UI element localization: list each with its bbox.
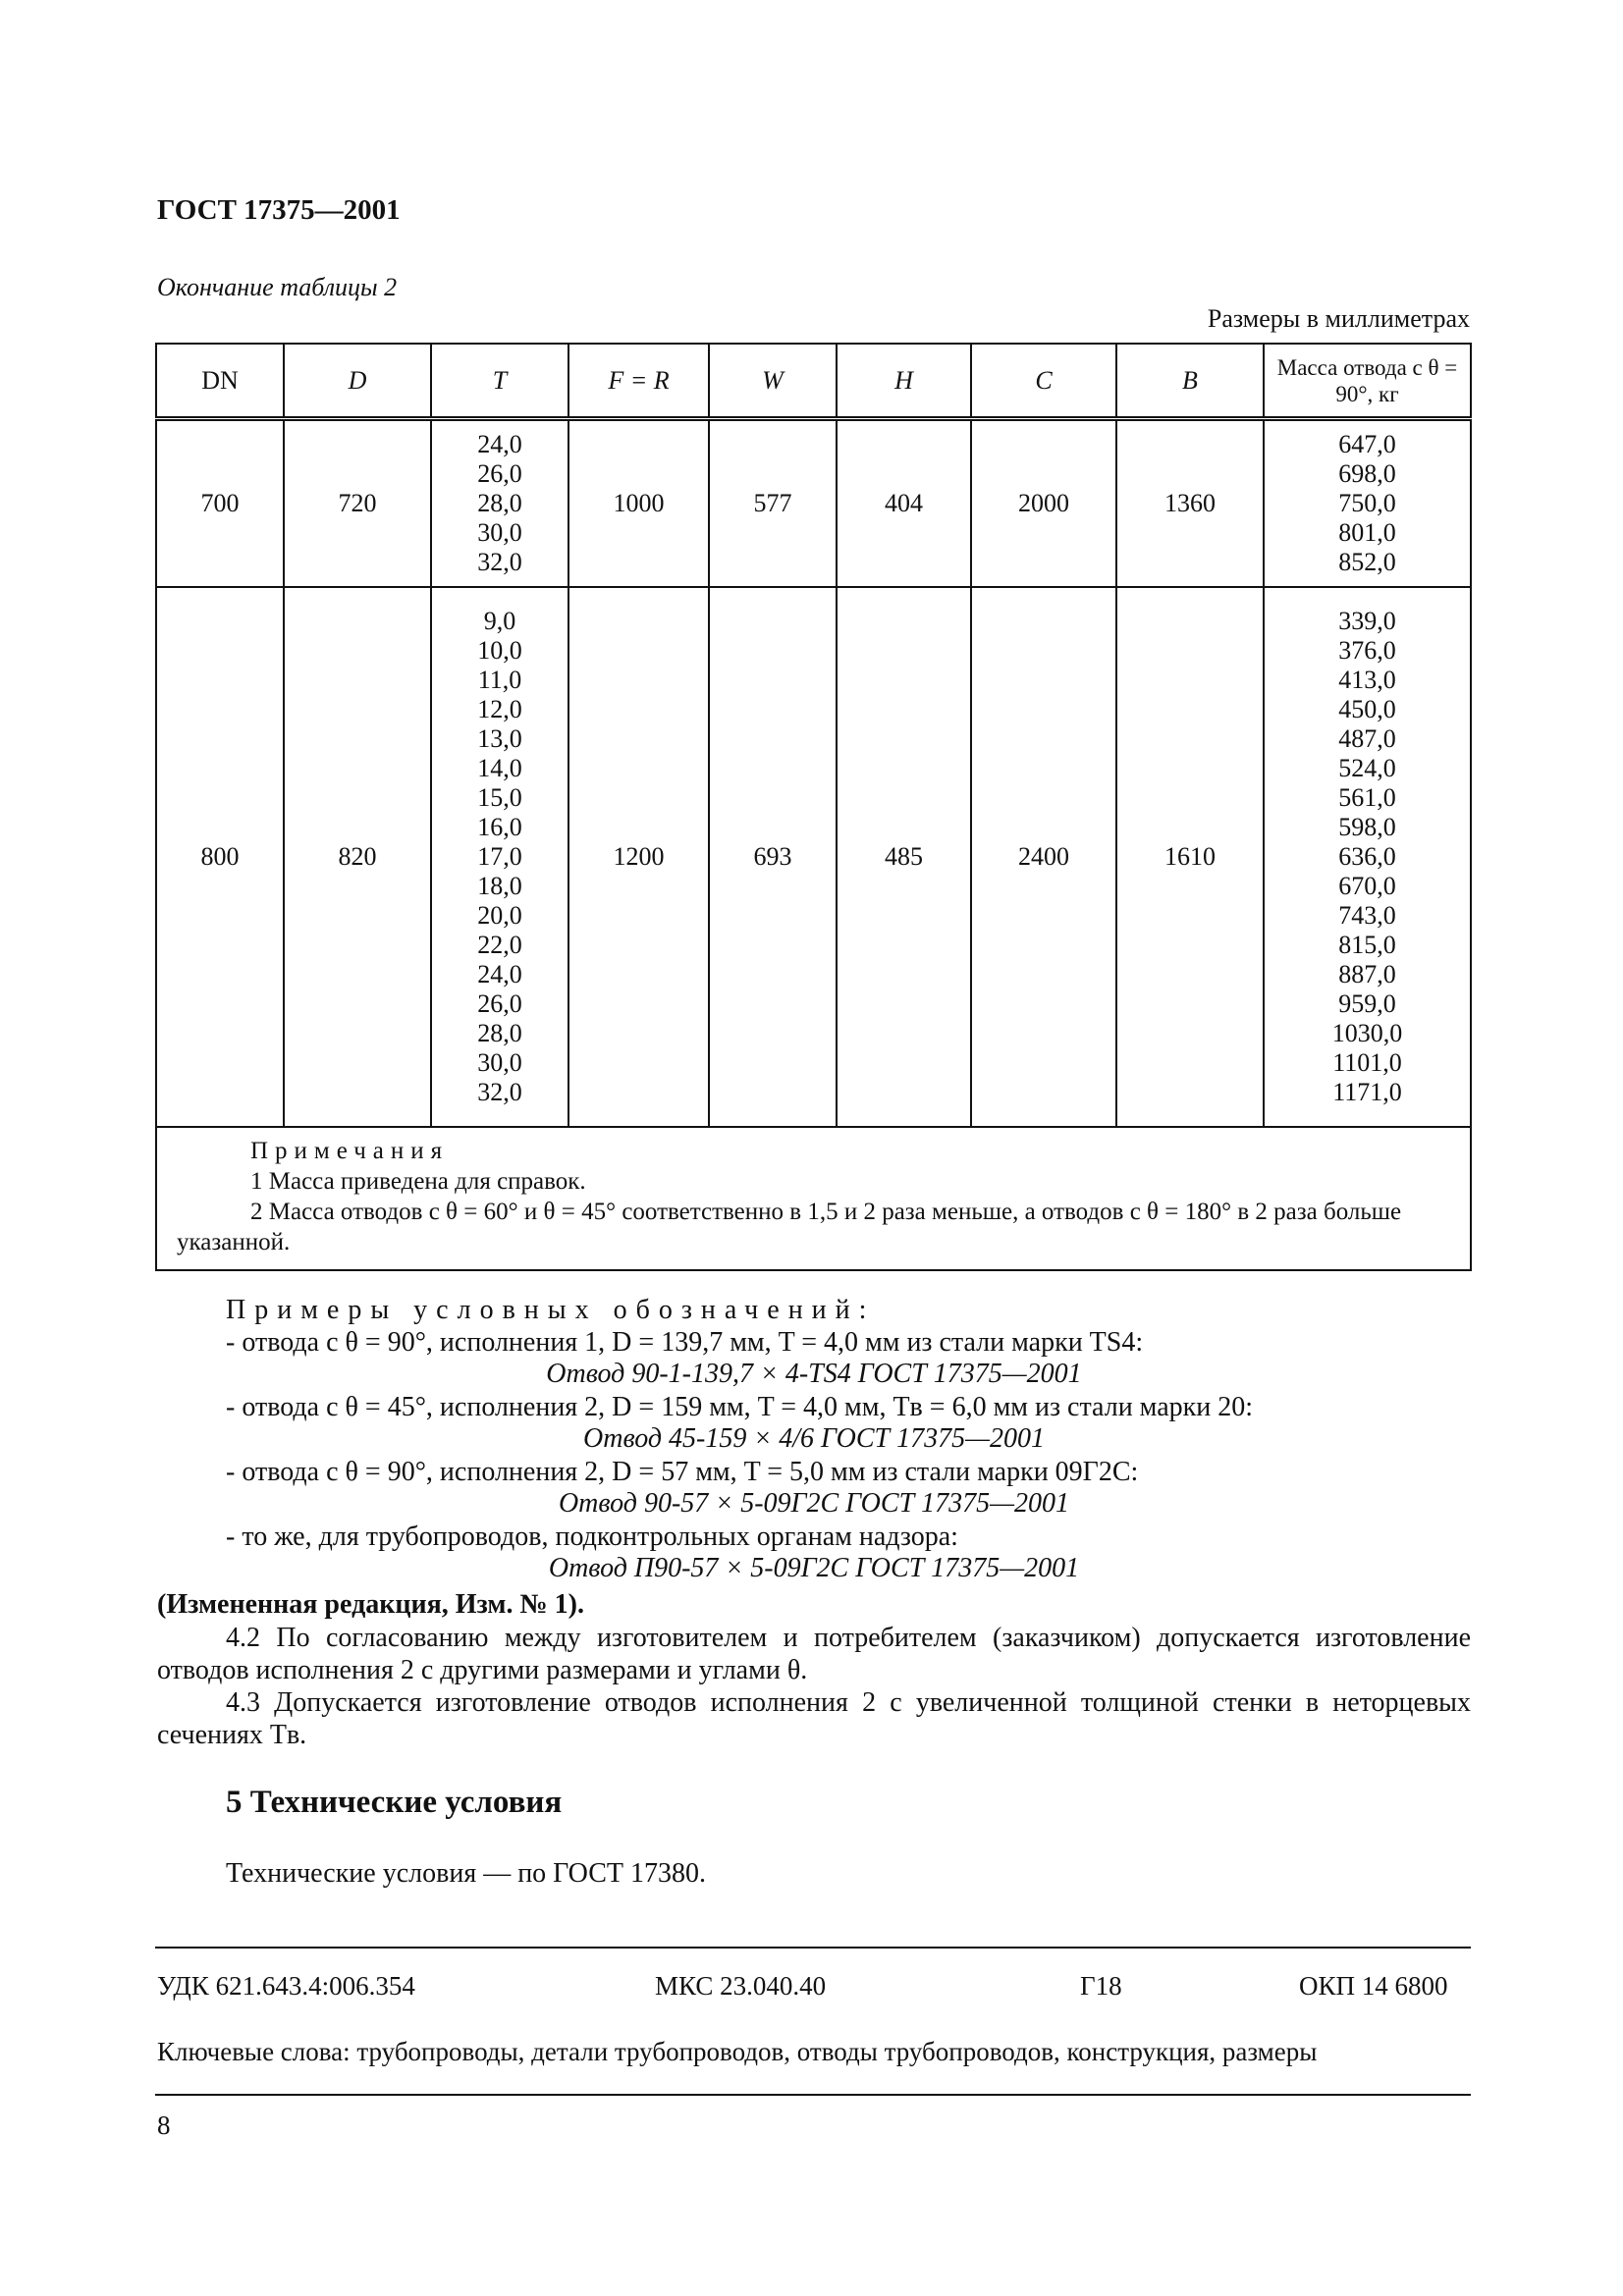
t-values: 9,0 10,0 11,0 12,0 13,0 14,0 15,0 16,0 17,0 18,0 20,0 22,0 24,0 26,0 28,0 30,0 32,0 bbox=[477, 607, 522, 1106]
table-notes-row bbox=[156, 1127, 1471, 1270]
example-2-text: - отвода с θ = 45°, исполнения 2, D = 159 мм, T = 4,0 мм, Tв = 6,0 мм из стали марки 20: bbox=[226, 1392, 1254, 1422]
cell-dn: 800 bbox=[156, 587, 284, 1127]
section-5-heading: 5 Технические условия bbox=[226, 1785, 563, 1820]
udk-code: УДК 621.643.4:006.354 bbox=[157, 1971, 415, 2001]
paragraph-4-2: 4.2 По согласованию между изготовителем и потребителем (заказчиком) допускается изготовление отводов исполнения 2 с другими размерами и углами θ. bbox=[157, 1623, 1471, 1685]
table-header-row bbox=[156, 344, 1471, 419]
cell-fr: 1000 bbox=[568, 419, 709, 588]
section-5-text: Технические условия — по ГОСТ 17380. bbox=[226, 1858, 707, 1889]
keywords: Ключевые слова: трубопроводы, детали трубопроводов, отводы трубопроводов, конструкция, размеры bbox=[157, 2037, 1318, 2066]
example-3-designation: Отвод 90-57 × 5-09Г2С ГОСТ 17375—2001 bbox=[558, 1488, 1070, 1519]
example-4-text: - то же, для трубопроводов, подконтрольных органам надзора: bbox=[226, 1522, 958, 1552]
col-header-h: H bbox=[837, 344, 971, 419]
table-units: Размеры в миллиметрах bbox=[1207, 304, 1470, 333]
examples-title: Примеры условных обозначений: bbox=[226, 1295, 876, 1325]
footer-top-rule bbox=[155, 1947, 1471, 1949]
table-notes bbox=[156, 1127, 1471, 1270]
cell-d: 820 bbox=[284, 587, 431, 1127]
mass-values: 647,0 698,0 750,0 801,0 852,0 bbox=[1338, 430, 1396, 576]
notes-title: Примечания bbox=[250, 1138, 450, 1164]
cell-w: 577 bbox=[709, 419, 837, 588]
cell-c: 2400 bbox=[971, 587, 1116, 1127]
cell-h: 485 bbox=[837, 587, 971, 1127]
mks-code: МКС 23.040.40 bbox=[655, 1971, 827, 2001]
page-number: 8 bbox=[157, 2110, 171, 2140]
cell-t-list bbox=[431, 587, 568, 1127]
note-1: 1 Масса приведена для справок. bbox=[250, 1168, 586, 1195]
cell-mass-list bbox=[1264, 587, 1471, 1127]
col-header-d: D bbox=[284, 344, 431, 419]
example-1-text: - отвода с θ = 90°, исполнения 1, D = 139,7 мм, T = 4,0 мм из стали марки TS4: bbox=[226, 1327, 1144, 1358]
col-header-fr: F = R bbox=[568, 344, 709, 419]
cell-fr: 1200 bbox=[568, 587, 709, 1127]
col-header-w: W bbox=[709, 344, 837, 419]
g-code: Г18 bbox=[1080, 1971, 1122, 2001]
amendment-note: (Измененная редакция, Изм. № 1). bbox=[157, 1589, 584, 1620]
dimensions-table bbox=[155, 343, 1472, 1271]
footer-bottom-rule bbox=[155, 2094, 1471, 2096]
cell-b: 1360 bbox=[1116, 419, 1264, 588]
col-header-dn: DN bbox=[156, 344, 284, 419]
example-2-designation: Отвод 45-159 × 4/6 ГОСТ 17375—2001 bbox=[583, 1423, 1045, 1454]
example-4-designation: Отвод П90-57 × 5-09Г2С ГОСТ 17375—2001 bbox=[548, 1553, 1080, 1583]
cell-h: 404 bbox=[837, 419, 971, 588]
cell-b: 1610 bbox=[1116, 587, 1264, 1127]
note-2: 2 Масса отводов с θ = 60° и θ = 45° соответственно в 1,5 и 2 раза меньше, а отводов с θ = 180° в 2 раза больше указанной. bbox=[177, 1199, 1402, 1255]
cell-d: 720 bbox=[284, 419, 431, 588]
col-header-c: C bbox=[971, 344, 1116, 419]
cell-c: 2000 bbox=[971, 419, 1116, 588]
col-header-t: T bbox=[431, 344, 568, 419]
col-header-b: B bbox=[1116, 344, 1264, 419]
paragraph-4-3: 4.3 Допускается изготовление отводов исполнения 2 с увеличенной толщиной стенки в неторцевых сечениях Tв. bbox=[157, 1687, 1471, 1750]
table-row bbox=[156, 419, 1471, 588]
cell-t-list bbox=[431, 419, 568, 588]
cell-mass-list bbox=[1264, 419, 1471, 588]
cell-w: 693 bbox=[709, 587, 837, 1127]
example-3-text: - отвода с θ = 90°, исполнения 2, D = 57 мм, T = 5,0 мм из стали марки 09Г2С: bbox=[226, 1457, 1139, 1487]
table-caption: Окончание таблицы 2 bbox=[157, 273, 398, 301]
example-1-designation: Отвод 90-1-139,7 × 4-TS4 ГОСТ 17375—2001 bbox=[546, 1359, 1082, 1389]
standard-header: ГОСТ 17375—2001 bbox=[157, 194, 401, 226]
col-header-mass: Масса отвода с θ = 90°, кг bbox=[1264, 344, 1471, 419]
mass-values: 339,0 376,0 413,0 450,0 487,0 524,0 561,0 598,0 636,0 670,0 743,0 815,0 887,0 959,0 1030,0 1101,0 1171,0 bbox=[1331, 607, 1403, 1106]
t-values: 24,0 26,0 28,0 30,0 32,0 bbox=[477, 430, 522, 576]
okp-code: ОКП 14 6800 bbox=[1299, 1971, 1448, 2001]
table-row bbox=[156, 587, 1471, 1127]
cell-dn: 700 bbox=[156, 419, 284, 588]
